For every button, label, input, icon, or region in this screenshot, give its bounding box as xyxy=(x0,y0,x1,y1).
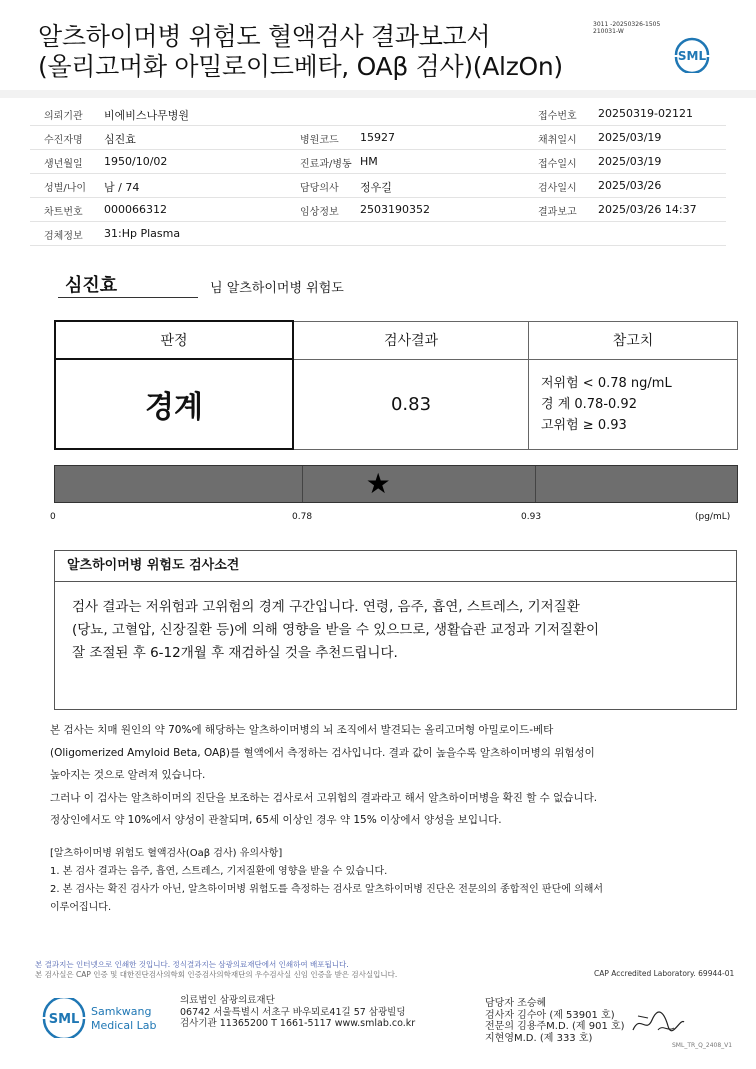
patient-name-heading: 심진효 xyxy=(65,275,118,296)
info-row-6 xyxy=(30,221,726,246)
collect-value: 2025/03/19 xyxy=(598,131,662,144)
doctor-label: 담당의사 xyxy=(300,183,339,194)
tested-label: 검사일시 xyxy=(538,183,577,194)
dob-label: 생년월일 xyxy=(44,159,83,170)
result-header: 검사결과 xyxy=(293,321,529,359)
svg-text:Samkwang: Samkwang xyxy=(91,1005,152,1018)
result-table xyxy=(54,320,738,450)
reference-high: 고위험 ≥ 0.93 xyxy=(541,417,627,433)
chart-label: 차트번호 xyxy=(44,207,83,218)
scale-divider-low xyxy=(302,466,303,502)
samkwang-logo-icon xyxy=(42,998,162,1038)
doctor-value: 정우길 xyxy=(360,181,392,194)
specimen-label: 검체정보 xyxy=(44,231,83,242)
scale-tick-0: 0 xyxy=(50,512,56,522)
collect-label: 채취일시 xyxy=(538,135,577,146)
scale-divider-high xyxy=(535,466,536,502)
signature-scribble xyxy=(628,1008,688,1038)
report-title-line1: 알츠하이머병 위험도 혈액검사 결과보고서 xyxy=(38,22,491,51)
institution-value: 비에비스나무병원 xyxy=(104,109,190,122)
patient-value: 심진효 xyxy=(104,133,136,146)
accession-label: 접수번호 xyxy=(538,111,577,122)
institution-label: 의뢰기관 xyxy=(44,111,83,122)
findings-title: 알츠하이머병 위험도 검사소견 xyxy=(55,551,736,582)
verdict-header: 판정 xyxy=(55,321,293,359)
reference-borderline: 경 계 0.78-0.92 xyxy=(541,396,637,412)
name-underline xyxy=(58,297,198,298)
document-id: 3011 -20250326-1505 210031-W xyxy=(593,21,661,35)
sml-logo xyxy=(670,33,714,73)
lab-address: 의료법인 삼광의료재단 06742 서울특별시 서초구 바우뫼로41길 57 삼광빌딩 검사기관 11365200 T 1661-5117 www.smlab.co.kr xyxy=(180,995,416,1029)
info-row-4 xyxy=(30,173,726,198)
staff-list: 담당자 조승혜 검사자 김수아 (제 53901 호) 전문의 김용주M.D. (제 901 호) 지현영M.D. (제 333 호) xyxy=(485,998,625,1044)
precautions-notes: [알츠하이머병 위험도 혈액검사(Oaβ 검사) 유의사항] 1. 본 검사 결과는 음주, 흡연, 스트레스, 기저질환에 영향을 받을 수 있습니다. 2. 본 검사는 확진 검사가 아닌, 알츠하이머병 위험도를 측정하는 검사로 알츠하이머병 진단은 전문의의 종합적인 판단에 의해서 이루어집니다. xyxy=(50,848,604,913)
header-band xyxy=(0,90,756,98)
info-row-1 xyxy=(30,101,726,126)
hospcode-label: 병원코드 xyxy=(300,135,339,146)
reference-low: 저위험 < 0.78 ng/mL xyxy=(541,375,672,391)
result-marker-star-icon: ★ xyxy=(365,467,391,500)
received-value: 2025/03/19 xyxy=(598,155,662,168)
reference-header: 참고치 xyxy=(529,321,738,359)
risk-scale-bar xyxy=(54,465,738,503)
patient-label: 수진자명 xyxy=(44,135,83,146)
scale-tick-high: 0.93 xyxy=(521,512,542,522)
info-row-2 xyxy=(30,125,726,150)
sexage-label: 성별/나이 xyxy=(44,183,87,194)
info-row-3 xyxy=(30,149,726,174)
reported-value: 2025/03/26 14:37 xyxy=(598,203,697,216)
clinical-label: 임상정보 xyxy=(300,207,339,218)
scale-tick-low: 0.78 xyxy=(292,512,313,522)
chart-value: 000066312 xyxy=(104,203,167,216)
sexage-value: 남 / 74 xyxy=(104,181,140,194)
findings-body: 검사 결과는 저위험과 고위험의 경계 구간입니다. 연령, 음주, 흡연, 스트레스, 기저질환 (당뇨, 고혈압, 신장질환 등)에 의해 영향을 받을 수 있으므로, 생활습관 교정과 기저질환이 잘 조절된 후 6-12개월 후 재검하실 것을 추천드립니다. xyxy=(72,599,600,661)
reference-values xyxy=(529,359,738,449)
findings-box xyxy=(54,550,737,710)
received-label: 접수일시 xyxy=(538,159,577,170)
tested-value: 2025/03/26 xyxy=(598,179,662,192)
form-code: SML_TR_Q_2408_V1 xyxy=(672,1042,733,1049)
scale-unit: (pg/mL) xyxy=(695,512,731,522)
result-value: 0.83 xyxy=(293,359,529,449)
accreditation-notice: 본 검사실은 CAP 인증 및 대한진단검사의학회 인증검사의학재단의 우수검사실 신임 인증을 받은 검사실입니다. xyxy=(35,970,398,979)
svg-text:Medical Lab: Medical Lab xyxy=(91,1019,157,1032)
info-row-5 xyxy=(30,197,726,222)
dept-value: HM xyxy=(360,155,378,168)
test-description: 본 검사는 치매 원인의 약 70%에 해당하는 알츠하이머병의 뇌 조직에서 발견되는 올리고머형 아밀로이드-베타 (Oligomerized Amyloid Beta, OAβ)를 혈액에서 측정하는 검사입니다. 결과 값이 높을수록 알츠하이머병의 위험성이 높아지는 것으로 알려져 있습니다. 그러나 이 검사는 알츠하이머의 진단을 보조하는 검사로서 고위험의 결과라고 해서 알츠하이머병을 확진 할 수 없습니다. 정상인에서도 약 10%에서 양성이 관찰되며, 65세 이상인 경우 약 15% 이상에서 양성을 보입니다. xyxy=(50,724,598,826)
sml-logo-icon xyxy=(670,33,714,73)
svg-text:SML: SML xyxy=(677,49,707,63)
print-notice: 본 결과지는 인터넷으로 인쇄한 것입니다. 정식결과지는 삼광의료재단에서 인쇄하여 배포됩니다. xyxy=(35,960,349,969)
cap-accreditation: CAP Accredited Laboratory. 69944-01 xyxy=(594,969,735,978)
patient-name-suffix: 님 알츠하이머병 위험도 xyxy=(210,281,344,296)
specimen-value: 31:Hp Plasma xyxy=(104,227,181,240)
samkwang-logo xyxy=(42,998,162,1038)
signature xyxy=(628,1008,688,1038)
svg-text:SML: SML xyxy=(48,1012,80,1027)
clinical-value: 2503190352 xyxy=(360,203,430,216)
dept-label: 진료과/병동 xyxy=(300,159,352,170)
report-title-line2: (올리고머화 아밀로이드베타, OAβ 검사)(AlzOn) xyxy=(38,52,563,81)
verdict-value: 경계 xyxy=(55,359,293,449)
accession-value: 20250319-02121 xyxy=(598,107,693,120)
reported-label: 결과보고 xyxy=(538,207,577,218)
hospcode-value: 15927 xyxy=(360,131,395,144)
dob-value: 1950/10/02 xyxy=(104,155,168,168)
